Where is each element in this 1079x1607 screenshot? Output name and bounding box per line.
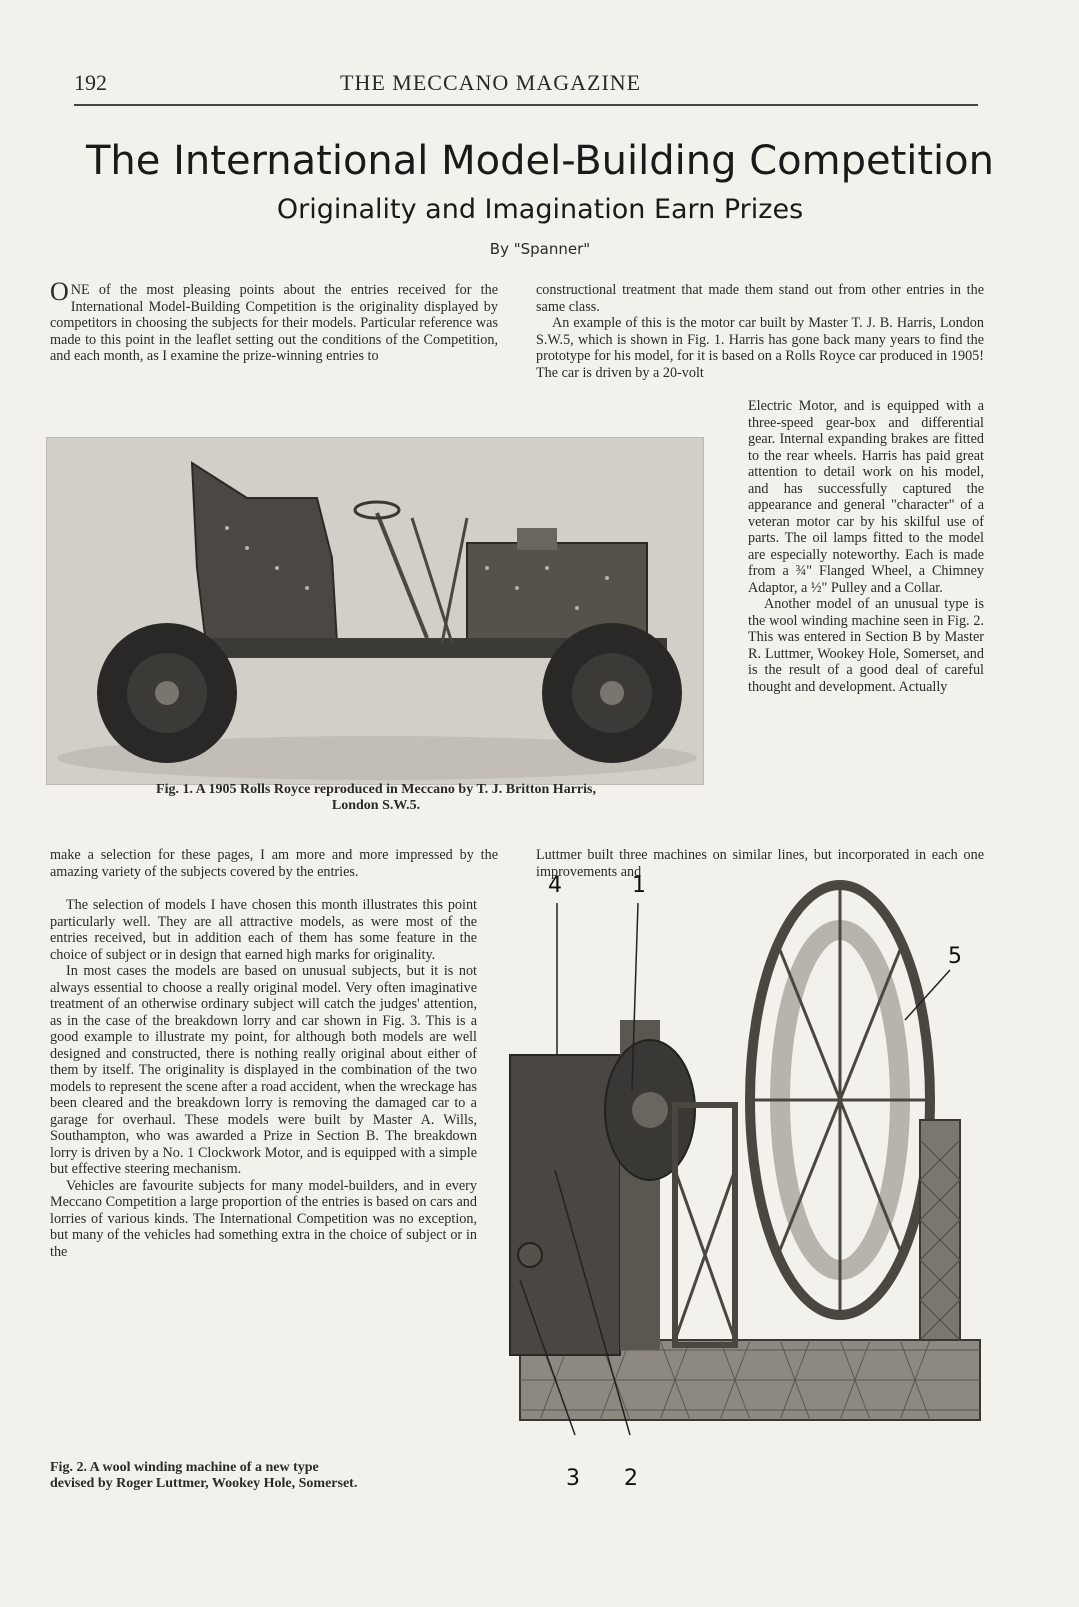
- figure-1-caption: [46, 782, 706, 814]
- fig2-label-5: 5: [948, 944, 962, 969]
- right-paragraph-2: An example of this is the motor car built by Master T. J. B. Harris, London S.W.5, which is shown in Fig. 1. Harris has gone back many years to find the prototype for his model, for it is based on a Rolls Royce car produced in 1905! The car is driven by a 20-volt: [536, 315, 984, 381]
- right-continuation: [536, 847, 984, 880]
- intro-left-column: [50, 277, 498, 365]
- narrow-paragraph-1: Electric Motor, and is equipped with a three-speed gear-box and differential gear. Internal expanding brakes are fitted to the rear wheels. Harris has paid great attention to detail work on his model, and has successfully captured the appearance and general "character" of a veteran motor car by his skilful use of parts. The oil lamps fitted to the model are especially noteworthy. Each is made from a ¾" Flanged Wheel, a Chimney Adaptor, a ½" Pulley and a Collar.: [748, 398, 984, 596]
- figure-2-caption: [50, 1460, 490, 1492]
- page-number: 192: [74, 70, 107, 95]
- figure-2-caption-line-2: devised by Roger Luttmer, Wookey Hole, Somerset.: [50, 1476, 358, 1491]
- article-title: The International Model-Building Competition: [86, 138, 994, 184]
- header-rule: [74, 104, 978, 106]
- figure-2-caption-line-1: Fig. 2. A wool winding machine of a new type: [50, 1460, 319, 1475]
- figure-1-caption-line-1: Fig. 1. A 1905 Rolls Royce reproduced in Meccano by T. J. Britton Harris,: [156, 782, 596, 797]
- lower-left-column-top: [50, 847, 498, 880]
- left-paragraph-2: The selection of models I have chosen this month illustrates this point particularly well. They are all attractive models, as were most of the entries received, but in addition each of them has some feature in the choice of subject or in design that earned high marks for originality.: [50, 897, 477, 963]
- wool-winding-machine-illustration: [500, 880, 990, 1480]
- narrow-paragraph-2: Another model of an unusual type is the wool winding machine seen in Fig. 2. This was entered in Section B by Master R. Luttmer, Wookey Hole, Somerset, and is the result of a good deal of careful thought and development. Actually: [748, 596, 984, 695]
- intro-text: NE of the most pleasing points about the entries received for the International Model-Building Competition is the originality displayed by competitors in choosing the subjects for their models. Particular reference was made to this point in the leaflet setting out the conditions of the Competition, and each month, as I examine the prize-winning entries to: [50, 282, 498, 364]
- lower-left-column: [50, 897, 477, 1260]
- right-paragraph-1: constructional treatment that made them stand out from other entries in the same class.: [536, 282, 984, 315]
- magazine-title: THE MECCANO MAGAZINE: [340, 70, 642, 95]
- figure-2-photo: [500, 880, 990, 1480]
- figure-1-photo: [46, 437, 704, 785]
- drop-cap: O: [50, 277, 69, 306]
- fig2-label-2: 2: [624, 1466, 638, 1491]
- intro-right-column: [536, 282, 984, 381]
- article-byline: By "Spanner": [489, 240, 591, 258]
- left-paragraph-4: Vehicles are favourite subjects for many model-builders, and in every Meccano Competition a large proportion of the entries is based on cars and lorries of various kinds. The International Competition was no exception, but many of the vehicles had something extra in the choice of subject or in the: [50, 1177, 477, 1260]
- narrow-right-column: [748, 398, 984, 695]
- intro-paragraph: [50, 277, 498, 365]
- fig2-label-4: 4: [548, 873, 562, 898]
- fig2-label-3: 3: [566, 1466, 580, 1491]
- article-subtitle: Originality and Imagination Earn Prizes: [276, 194, 804, 225]
- fig2-label-1: 1: [632, 873, 646, 898]
- rolls-royce-model-illustration: [47, 438, 703, 784]
- left-paragraph-1: make a selection for these pages, I am more and more impressed by the amazing variety of the subjects covered by the entries.: [50, 847, 498, 880]
- left-paragraph-3: In most cases the models are based on unusual subjects, but it is not always essential to choose a really original model. Very often imaginative treatment of an otherwise ordinary subject will catch the judges' attention, as in the case of the breakdown lorry and car shown in Fig. 3. This is a good example to illustrate my point, for although both models are well designed and constructed, there is nothing really original about either of them by itself. The originality is displayed in the combination of the two models to represent the scene after a road accident, when the wreckage has been cleared and the breakdown lorry is removing the damaged car to a garage for overhaul. These models were built by Master A. Wills, Southampton, who was awarded a Prize in Section B. The breakdown lorry is driven by a No. 1 Clockwork Motor, and is equipped with a simple but effective steering mechanism.: [50, 963, 477, 1177]
- figure-1-caption-line-2: London S.W.5.: [331, 798, 421, 813]
- right-continuation-text: Luttmer built three machines on similar lines, but incorporated in each one improvements and: [536, 847, 984, 880]
